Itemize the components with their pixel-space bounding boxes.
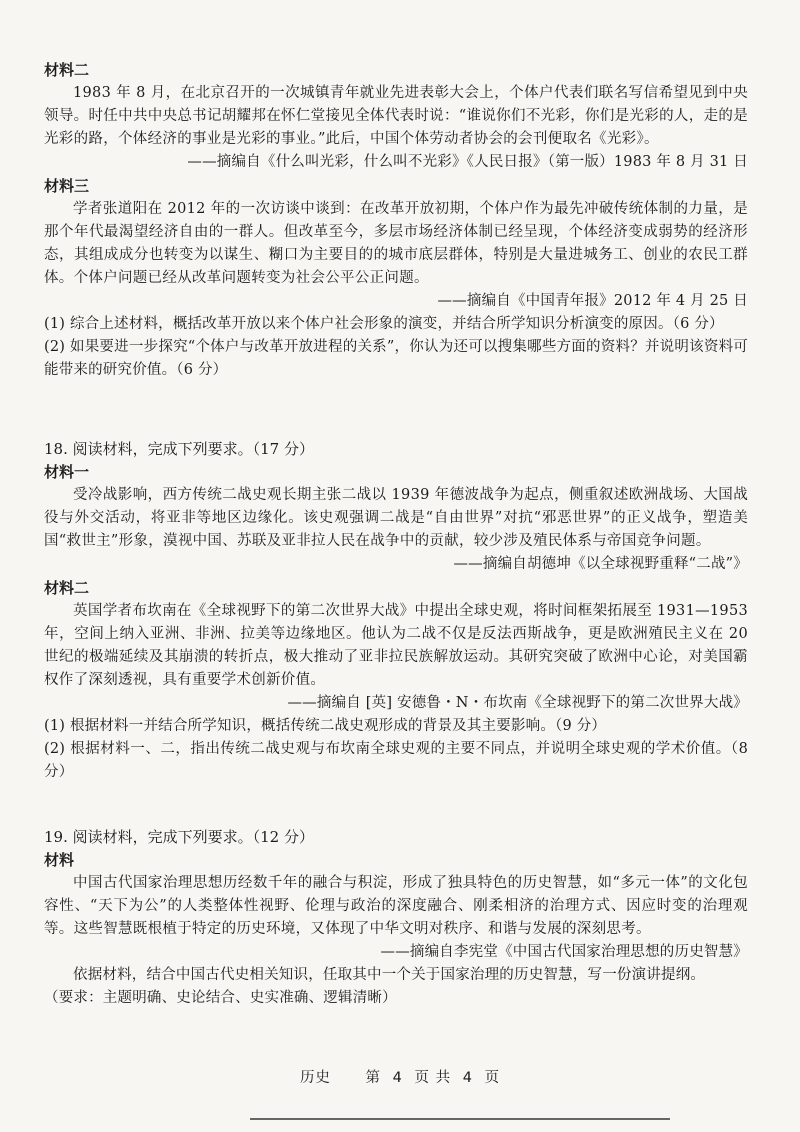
question-19-material-heading: 材料 <box>44 851 75 869</box>
question-17-part-1: (1) 综合上述材料，概括改革开放以来个体户社会形象的演变，并结合所学知识分析演变的原因。（6 分） <box>44 316 724 332</box>
material-2-paragraph: 1983 年 8 月，在北京召开的一次城镇青年就业先进表彰大会上，个体户代表们联名写信希望见到中央领导。时任中共中央总书记胡耀邦在怀仁堂接见全体代表时说：“谁说你们不光彩，你们是光彩的人，走的是光彩的路，个体经济的事业是光彩的事业。”此后，中国个体劳动者协会的会刊便取名《光彩》。 <box>44 85 748 147</box>
material-3-source: ——摘编自《中国青年报》2012 年 4 月 25 日 <box>437 293 748 309</box>
spacer <box>44 784 748 826</box>
question-18-material-1-source: ——摘编自胡德坤《以全球视野重释“二战”》 <box>453 556 748 572</box>
footer-page-suffix: 页 <box>484 1070 501 1086</box>
footer-page-middle: 页 共 <box>414 1070 452 1086</box>
footer-page-current: 4 <box>392 1070 403 1086</box>
question-17-part-2: (2) 如果要进一步探究“个体户与改革开放进程的关系”，你认为还可以搜集哪些方面的资料？并说明该资料可能带来的研究价值。（6 分） <box>44 339 748 378</box>
footer-subject: 历史 <box>299 1070 331 1086</box>
question-18-title: 18. 阅读材料，完成下列要求。（17 分） <box>44 440 314 458</box>
question-19-task: 依据材料，结合中国古代史相关知识，任取其中一个关于国家治理的历史智慧，写一份演讲提纲。 <box>73 967 706 983</box>
question-18-part-2: (2) 根据材料一、二，指出传统二战史观与布坎南全球史观的主要不同点，并说明全球史观的学术价值。（8 分） <box>44 741 748 780</box>
material-2-heading: 材料二 <box>44 61 90 79</box>
question-19-material-paragraph: 中国古代国家治理思想历经数千年的融合与积淀，形成了独具特色的历史智慧，如“多元一体”的文化包容性、“天下为公”的人类整体性视野、伦理与政治的深度融合、刚柔相济的治理方式、因应时变的治理观等。这些智慧既根植于特定的历史环境，又体现了中华文明对秩序、和谐与发展的深刻思考。 <box>44 875 748 937</box>
bottom-divider <box>250 1118 670 1120</box>
question-17-parts <box>44 313 748 382</box>
material-2-source: ——摘编自《什么叫光彩，什么叫不光彩》《人民日报》（第一版）1983 年 8 月 31 日 <box>187 154 748 170</box>
question-19-title: 19. 阅读材料，完成下列要求。（12 分） <box>44 828 314 846</box>
question-19-requirements: （要求：主题明确、史论结合、史实准确、逻辑清晰） <box>44 990 397 1006</box>
question-19-material-source: ——摘编自李宪堂《中国古代国家治理思想的历史智慧》 <box>380 944 748 960</box>
question-19-section <box>44 826 748 1010</box>
footer-page-prefix: 第 <box>365 1070 382 1086</box>
question-18-material-2-paragraph: 英国学者布坎南在《全球视野下的第二次世界大战》中提出全球史观，将时间框架拓展至 1931—1953 年，空间上纳入亚洲、非洲、拉美等边缘地区。他认为二战不仅是反法西斯战争，更是欧洲殖民主义在 20 世纪的极端延续及其崩溃的转折点，极大推动了亚非拉民族解放运动。其研究突破了欧洲中心论，对美国霸权作了深刻透视，具有重要学术创新价值。 <box>44 603 748 688</box>
question-18-material-2-source: ——摘编自 [英] 安德鲁・N・布坎南《全球视野下的第二次世界大战》 <box>287 695 748 711</box>
question-18-material-1-paragraph: 受冷战影响，西方传统二战史观长期主张二战以 1939 年德波战争为起点，侧重叙述欧洲战场、大国战役与外交活动，将亚非等地区边缘化。该史观强调二战是“自由世界”对抗“邪恶世界”的正义战争，塑造美国“救世主”形象，漠视中国、苏联及亚非拉人民在战争中的贡献，较少涉及殖民体系与帝国竞争问题。 <box>44 487 748 549</box>
question-18-section <box>44 438 748 784</box>
question-18-part-1: (1) 根据材料一并结合所学知识，概括传统二战史观形成的背景及其主要影响。（9 分） <box>44 718 607 734</box>
question-18-material-1-heading: 材料一 <box>44 463 90 481</box>
spacer <box>44 382 748 438</box>
material-3-paragraph: 学者张道阳在 2012 年的一次访谈中谈到：在改革开放初期，个体户作为最先冲破传统体制的力量，是那个年代最渴望经济自由的一群人。但改革至今，多层市场经济体制已经呈现，个体经济变成弱势的经济形态，其组成成分也转变为以谋生、糊口为主要目的的城市底层群体，特别是大量进城务工、创业的农民工群体。个体户问题已经从改革问题转变为社会公平公正问题。 <box>44 201 748 286</box>
question-18-material-2-heading: 材料二 <box>44 579 90 597</box>
material-3-heading: 材料三 <box>44 177 90 195</box>
material-3-section <box>44 176 748 313</box>
material-2-section <box>44 60 748 174</box>
page-footer <box>0 1066 800 1087</box>
footer-page-total: 4 <box>462 1070 473 1086</box>
